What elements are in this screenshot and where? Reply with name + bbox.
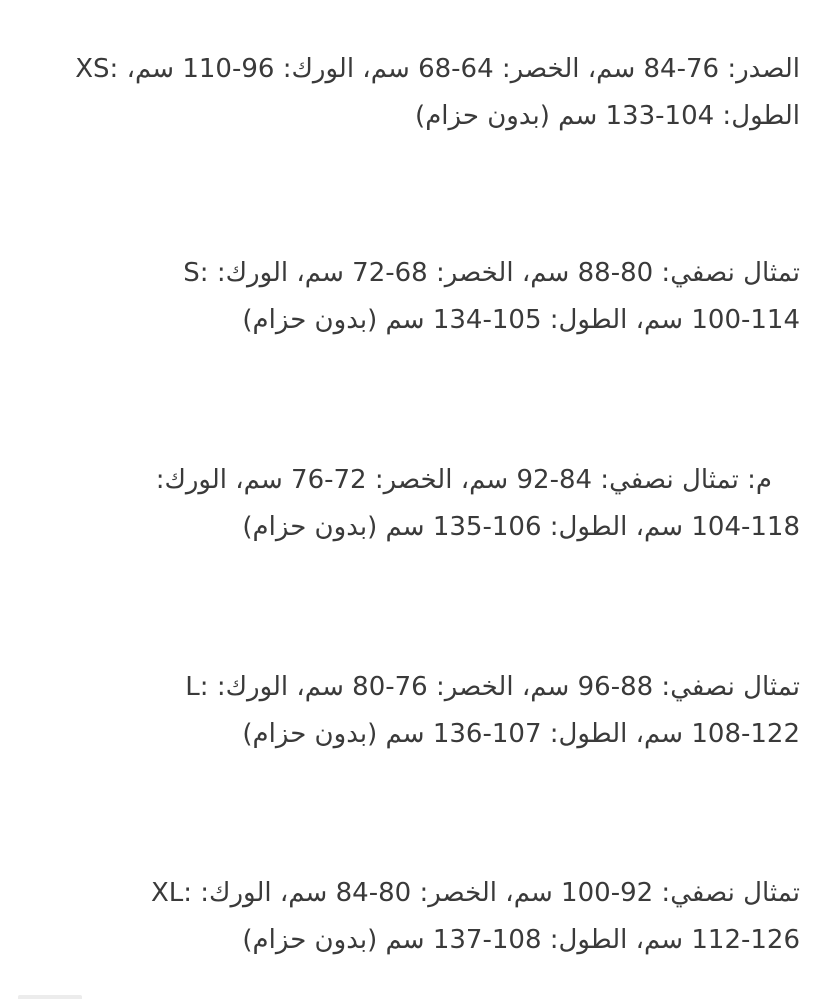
size-entry-xs [40,46,800,140]
size-entry-line: تمثال نصفي: 80-88 سم، الخصر: 68-72 سم، الورك: :S [183,258,800,288]
size-entry-m [40,457,800,551]
size-entry-line: 108-122 سم، الطول: 107-136 سم (بدون حزام) [242,719,800,749]
size-entry-line: 104-118 سم، الطول: 106-135 سم (بدون حزام) [242,512,800,542]
size-entry-line: تمثال نصفي: 92-100 سم، الخصر: 80-84 سم، الورك: :XL [150,878,800,908]
size-entry-line: م: تمثال نصفي: 84-92 سم، الخصر: 72-76 سم، الورك: [155,465,772,495]
size-entry-s [40,250,800,344]
bottom-edge-mark [18,995,82,999]
size-entry-xl [40,870,800,964]
size-entry-line: الصدر: 76-84 سم، الخصر: 64-68 سم، الورك: 96-110 سم، :XS [75,54,800,84]
size-entry-line: تمثال نصفي: 88-96 سم، الخصر: 76-80 سم، الورك: :L [185,672,800,702]
size-entry-line: 100-114 سم، الطول: 105-134 سم (بدون حزام) [242,305,800,335]
size-entry-l [40,664,800,758]
size-entry-line: 112-126 سم، الطول: 108-137 سم (بدون حزام) [242,925,800,955]
size-entry-line: الطول: 104-133 سم (بدون حزام) [415,101,800,131]
